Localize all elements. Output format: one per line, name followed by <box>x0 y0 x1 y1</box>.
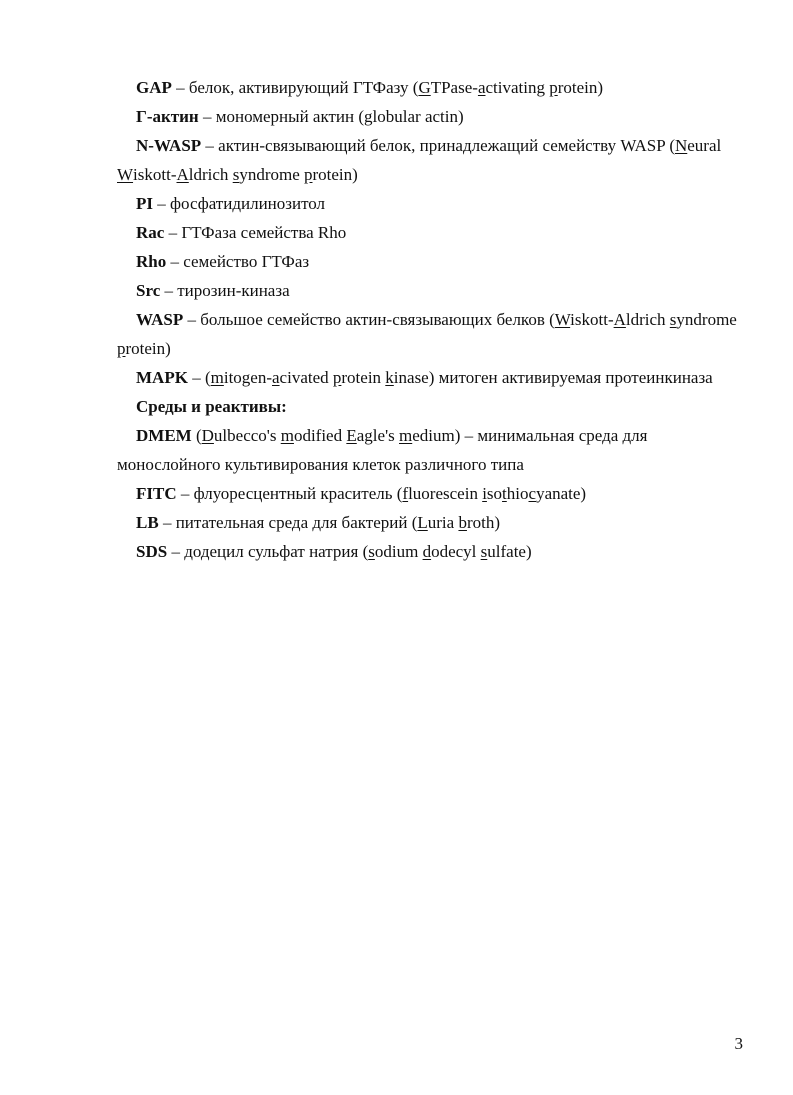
definition-text: inase) митоген активируемая протеинкиназа <box>393 368 713 387</box>
definition-text: odium <box>374 542 423 561</box>
acronym-letter: m <box>210 368 224 387</box>
definition-text: odified <box>293 426 347 445</box>
acronym-letter: A <box>613 310 626 329</box>
term-separator: – <box>201 136 219 155</box>
acronym-letter: a <box>272 368 280 387</box>
acronym-letter: f <box>402 484 409 503</box>
definition-text: ulfate) <box>487 542 532 561</box>
acronym-letter: k <box>385 368 394 387</box>
abbreviation-term: SDS <box>136 542 168 561</box>
acronym-letter: A <box>176 165 189 184</box>
abbreviation-term: GAP <box>136 78 172 97</box>
definition-text: ГТФаза семейства Rho <box>181 223 347 242</box>
acronym-letter: N <box>674 136 688 155</box>
acronym-letter: d <box>422 542 432 561</box>
definition-text: eural <box>687 136 722 155</box>
definition-text: семейство ГТФаз <box>183 252 310 271</box>
acronym-letter: p <box>304 165 313 184</box>
abbreviation-entry <box>117 247 737 276</box>
definition-text: uria <box>427 513 459 532</box>
term-separator: – <box>160 281 178 300</box>
definition-text: rotein) <box>557 78 604 97</box>
term-separator: – <box>167 542 185 561</box>
term-separator: – <box>176 484 194 503</box>
abbreviation-entry <box>117 305 737 363</box>
definition-text: rotein <box>341 368 386 387</box>
definition-text: ulbecco's <box>213 426 281 445</box>
term-separator: – <box>183 310 201 329</box>
abbreviation-term: FITC <box>136 484 177 503</box>
acronym-letter: E <box>346 426 357 445</box>
abbreviation-entry <box>117 421 737 479</box>
acronym-letter: b <box>458 513 467 532</box>
definition-text: yanate) <box>536 484 587 503</box>
abbreviation-entry <box>117 276 737 305</box>
abbreviation-entry <box>117 537 737 566</box>
definition-text: ldrich <box>188 165 233 184</box>
definition-text: roth) <box>466 513 500 532</box>
definition-text: agle's <box>356 426 399 445</box>
acronym-letter: t <box>502 484 507 503</box>
acronym-letter: s <box>480 542 488 561</box>
acronym-letter: W <box>117 165 134 184</box>
definition-text: civated <box>279 368 333 387</box>
section-heading-text: Среды и реактивы: <box>136 397 287 416</box>
abbreviation-term: Rho <box>136 252 167 271</box>
definition-text: додецил сульфат натрия ( <box>184 542 369 561</box>
abbreviation-term: PI <box>136 194 153 213</box>
term-separator: – <box>166 252 184 271</box>
acronym-letter: g <box>364 107 373 126</box>
acronym-letter: p <box>332 368 342 387</box>
definition-text: odecyl <box>431 542 481 561</box>
definition-text: itogen- <box>223 368 272 387</box>
definition-text: so <box>486 484 503 503</box>
acronym-letter: s <box>368 542 375 561</box>
abbreviation-entry <box>117 218 737 247</box>
abbreviation-term: Rac <box>136 223 165 242</box>
abbreviation-entry <box>117 189 737 218</box>
definition-text: питательная среда для бактерий ( <box>175 513 418 532</box>
acronym-letter: p <box>117 339 126 358</box>
abbreviation-entry <box>117 102 737 131</box>
definition-text: luorescein <box>408 484 483 503</box>
abbreviations-list <box>117 73 737 566</box>
term-separator: – <box>158 513 176 532</box>
acronym-letter: s <box>232 165 240 184</box>
acronym-letter: i <box>482 484 487 503</box>
acronym-letter: m <box>280 426 294 445</box>
definition-text: флуоресцентный краситель ( <box>193 484 403 503</box>
definition-text: rotein) <box>312 165 358 184</box>
acronym-letter: G <box>418 78 431 97</box>
definition-text: lobular actin) <box>372 107 464 126</box>
abbreviation-term: DMEM <box>136 426 192 445</box>
acronym-letter: a <box>477 78 486 97</box>
term-separator: – <box>187 368 205 387</box>
abbreviation-term: WASP <box>136 310 184 329</box>
term-separator: – <box>171 78 189 97</box>
definition-text: большое семейство актин-связывающих белков ( <box>200 310 555 329</box>
abbreviation-entry <box>117 73 737 102</box>
acronym-letter: c <box>528 484 537 503</box>
definition-text: ldrich <box>625 310 670 329</box>
definition-text: фосфатидилинозитол <box>170 194 326 213</box>
abbreviation-entry <box>117 131 737 189</box>
abbreviation-term: Г-актин <box>136 107 199 126</box>
acronym-letter: D <box>201 426 214 445</box>
abbreviation-term: N-WASP <box>136 136 202 155</box>
definition-text: мономерный актин ( <box>215 107 365 126</box>
acronym-letter: m <box>399 426 413 445</box>
term-separator: – <box>153 194 170 213</box>
abbreviation-term: MAPK <box>136 368 188 387</box>
definition-text: iskott- <box>570 310 614 329</box>
acronym-letter: s <box>669 310 677 329</box>
term-separator: – <box>164 223 182 242</box>
definition-text: hio <box>506 484 529 503</box>
definition-text: yndrome <box>676 310 737 329</box>
definition-text: iskott- <box>133 165 177 184</box>
abbreviation-entry <box>117 479 737 508</box>
acronym-letter: p <box>549 78 558 97</box>
definition-text: rotein) <box>125 339 171 358</box>
acronym-letter: W <box>554 310 571 329</box>
abbreviation-term: Src <box>136 281 161 300</box>
abbreviation-term: LB <box>136 513 159 532</box>
term-separator: – <box>198 107 216 126</box>
page-number: 3 <box>734 1034 743 1053</box>
definition-text: ( <box>204 368 211 387</box>
abbreviation-entry <box>117 508 737 537</box>
definition-text: TPase- <box>430 78 478 97</box>
definition-text: ctivating <box>485 78 550 97</box>
definition-text: edium) – минимальная среда для монослойного культивирования клеток различного типа <box>117 426 648 474</box>
definition-text: тирозин-киназа <box>177 281 290 300</box>
definition-text: белок, активирующий ГТФазу ( <box>188 78 419 97</box>
section-heading <box>117 392 737 421</box>
definition-text: yndrome <box>239 165 304 184</box>
abbreviation-entry <box>117 363 737 392</box>
acronym-letter: L <box>417 513 428 532</box>
definition-text: актин-связывающий белок, принадлежащий семейству WASP ( <box>218 136 675 155</box>
definition-text: ( <box>195 426 202 445</box>
